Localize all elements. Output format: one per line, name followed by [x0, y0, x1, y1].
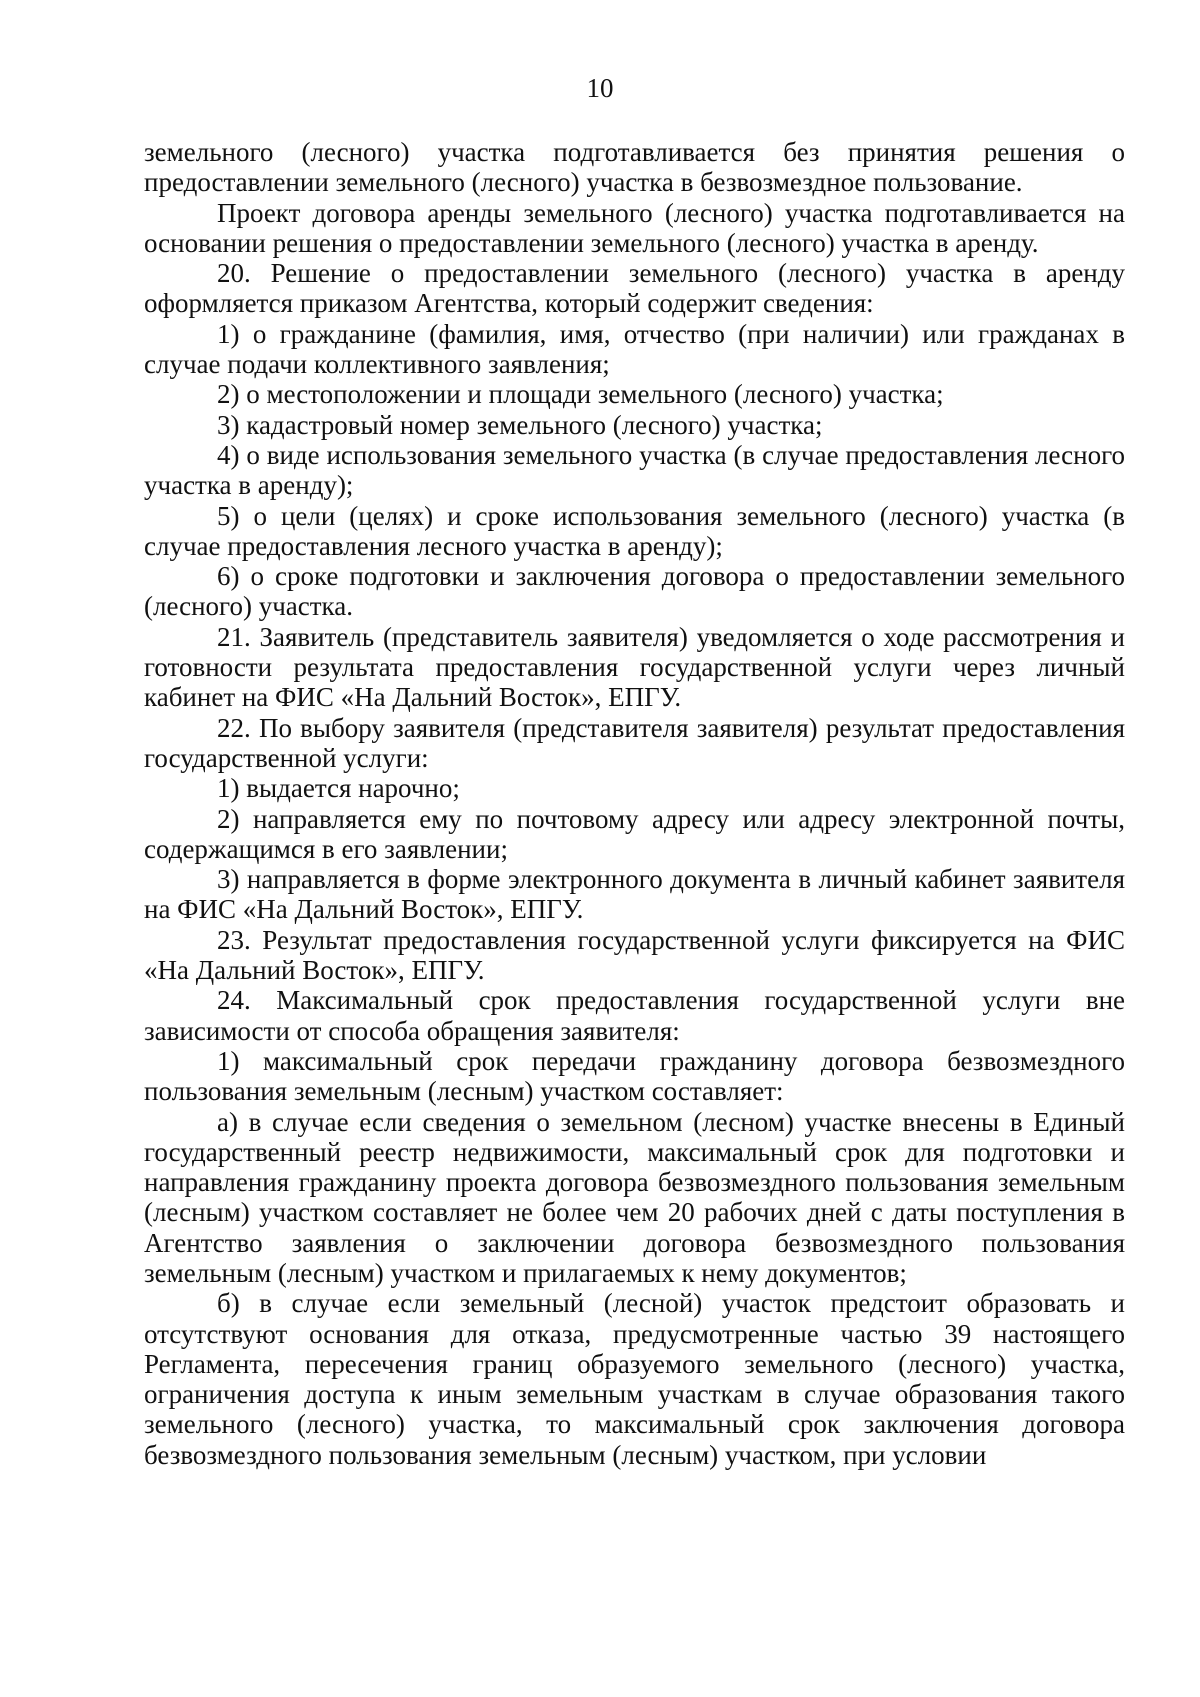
paragraph: б) в случае если земельный (лесной) участок предстоит образовать и отсутствуют основания для отказа, предусмотренные частью 39 настоящего Регламента, пересечения границ образуемого земельного (лесного) участка, ограничения доступа к иным земельным участкам в случае образования такого земельного (лесного) участка, то максимальный срок заключения договора безвозмездного пользования земельным (лесным) участком, при условии	[144, 1288, 1125, 1470]
paragraph: а) в случае если сведения о земельном (лесном) участке внесены в Единый государственный реестр недвижимости, максимальный срок для подготовки и направления гражданину проекта договора безвозмездного пользования земельным (лесным) участком составляет не более чем 20 рабочих дней с даты поступления в Агентство заявления о заключении договора безвозмездного пользования земельным (лесным) участком и прилагаемых к нему документов;	[144, 1106, 1125, 1288]
document-body	[144, 137, 1125, 1470]
paragraph: 22. По выбору заявителя (представителя заявителя) результат предоставления государственной услуги:	[144, 712, 1125, 773]
paragraph: 21. Заявитель (представитель заявителя) уведомляется о ходе рассмотрения и готовности результата предоставления государственной услуги через личный кабинет на ФИС «На Дальний Восток», ЕПГУ.	[144, 621, 1125, 713]
paragraph: 2) направляется ему по почтовому адресу или адресу электронной почты, содержащимся в его заявлении;	[144, 803, 1125, 864]
paragraph: 6) о сроке подготовки и заключения договора о предоставлении земельного (лесного) участка.	[144, 561, 1125, 622]
paragraph: 24. Максимальный срок предоставления государственной услуги вне зависимости от способа обращения заявителя:	[144, 985, 1125, 1046]
paragraph: 1) о гражданине (фамилия, имя, отчество (при наличии) или гражданах в случае подачи коллективного заявления;	[144, 318, 1125, 380]
paragraph: 23. Результат предоставления государственной услуги фиксируется на ФИС «На Дальний Восток», ЕПГУ.	[144, 924, 1125, 986]
paragraph: 2) о местоположении и площади земельного (лесного) участка;	[217, 379, 944, 410]
paragraph: Проект договора аренды земельного (лесного) участка подготавливается на основании решения о предоставлении земельного (лесного) участка в аренду.	[144, 197, 1125, 258]
paragraph: 20. Решение о предоставлении земельного (лесного) участка в аренду оформляется приказом Агентства, который содержит сведения:	[144, 258, 1125, 319]
page-number: 10	[586, 73, 614, 103]
paragraph: 3) направляется в форме электронного документа в личный кабинет заявителя на ФИС «На Дальний Восток», ЕПГУ.	[144, 864, 1125, 925]
paragraph: 3) кадастровый номер земельного (лесного) участка;	[217, 409, 823, 440]
paragraph: 1) максимальный срок передачи гражданину договора безвозмездного пользования земельным (лесным) участком составляет:	[144, 1045, 1125, 1107]
paragraph: 4) о виде использования земельного участка (в случае предоставления лесного участка в аренду);	[144, 439, 1125, 501]
paragraph: 5) о цели (целях) и сроке использования земельного (лесного) участка (в случае предоставления лесного участка в аренду);	[144, 500, 1125, 561]
paragraph: 1) выдается нарочно;	[217, 773, 460, 804]
paragraph: земельного (лесного) участка подготавливается без принятия решения о предоставлении земельного (лесного) участка в безвозмездное пользование.	[144, 137, 1125, 198]
